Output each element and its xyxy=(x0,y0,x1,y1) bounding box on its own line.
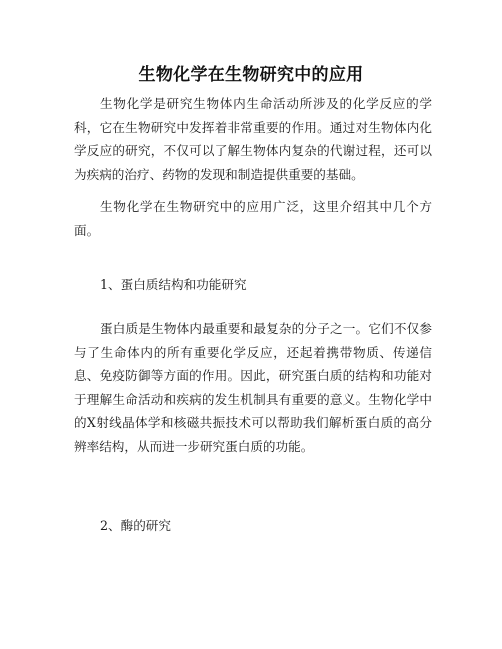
intro-paragraph: 生物化学是研究生物体内生命活动所涉及的化学反应的学科，它在生物研究中发挥着非常重要的作用。通过对生物体内化学反应的研究，不仅可以了解生物体内复杂的代谢过程，还可以为疾病的治疗、药物的发现和制造提供重要的基础。 xyxy=(74,96,432,182)
section-heading-enzyme: 2、酶的研究 xyxy=(100,518,171,533)
protein-paragraph: 蛋白质是生物体内最重要和最复杂的分子之一。它们不仅参与了生命体内的所有重要化学反应，还起着携带物质、传递信息、免疫防御等方面的作用。因此，研究蛋白质的结构和功能对于理解生命活动和疾病的发生机制具有重要的意义。生物化学中的X射线晶体学和核磁共振技术可以帮助我们解析蛋白质的高分辨率结构，从而进一步研究蛋白质的功能。 xyxy=(74,321,432,454)
section-heading-protein: 1、蛋白质结构和功能研究 xyxy=(100,277,247,292)
document-title: 生物化学在生物研究中的应用 xyxy=(138,65,364,85)
overview-paragraph: 生物化学在生物研究中的应用广泛，这里介绍其中几个方面。 xyxy=(74,199,432,238)
